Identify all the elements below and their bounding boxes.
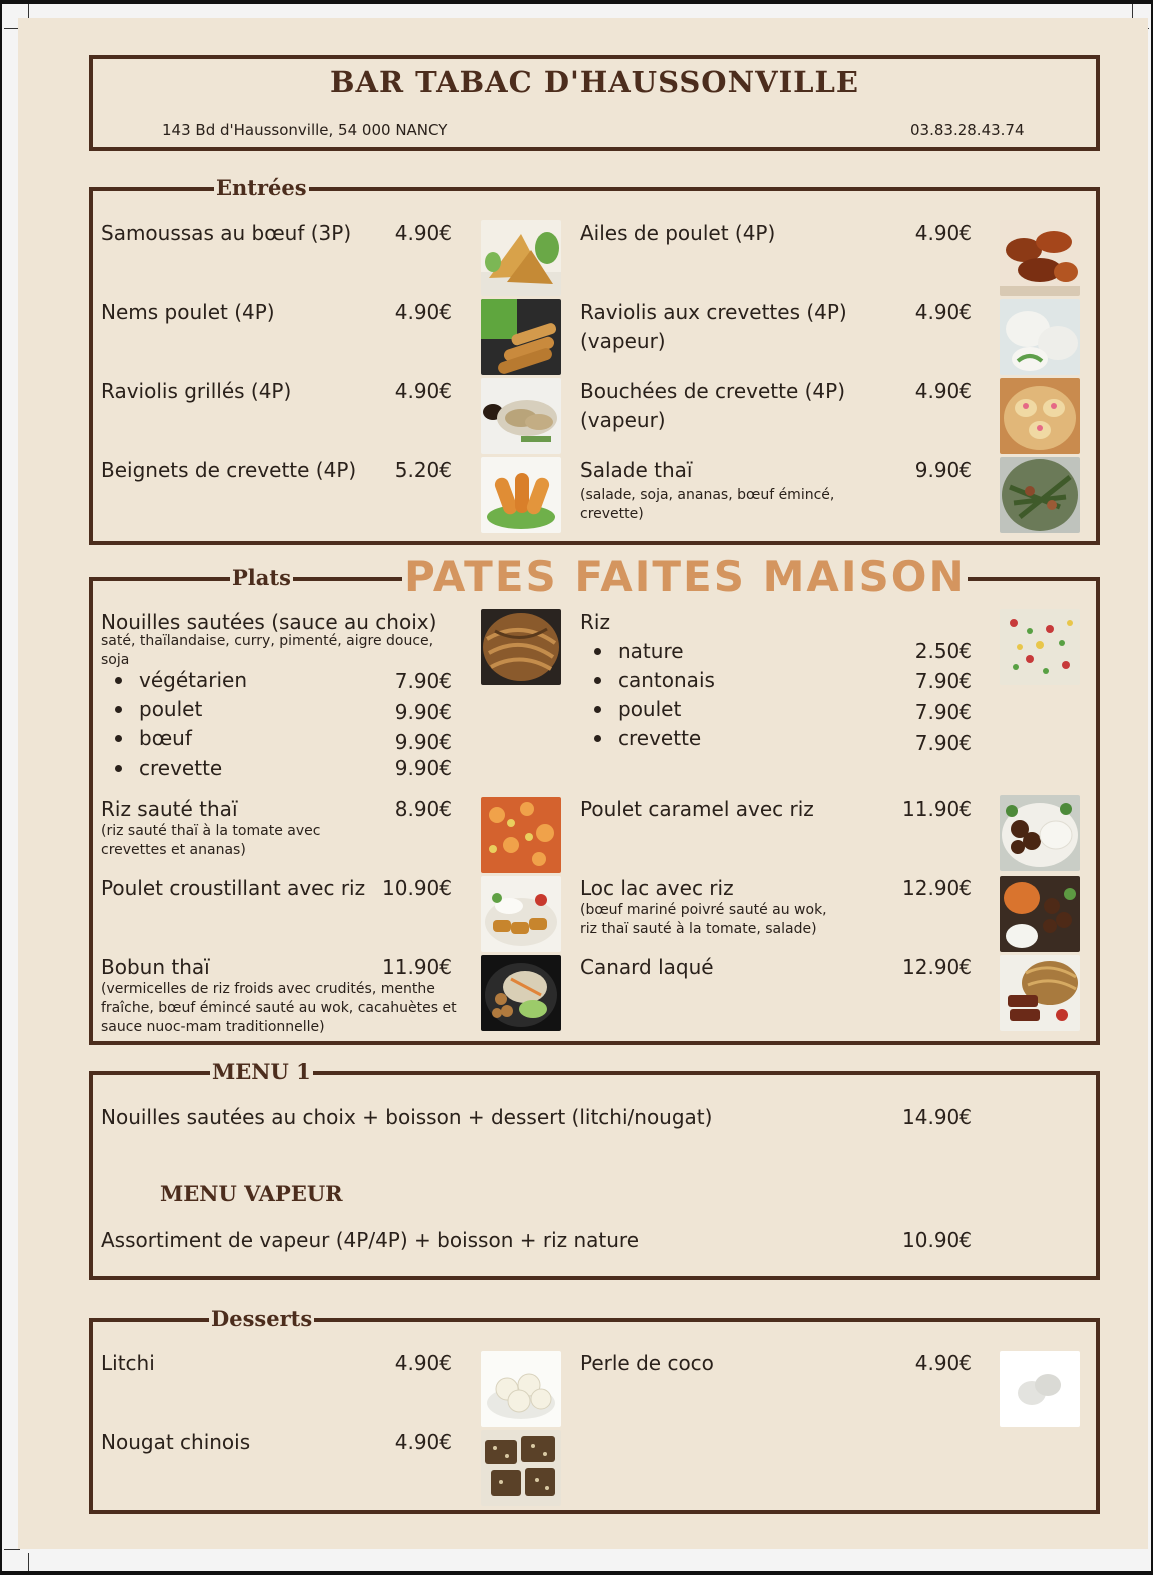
entree-description: (salade, soja, ananas, bœuf émincé, crevette): [580, 487, 835, 522]
menu1-heading: MENU 1: [212, 1059, 311, 1084]
dessert-price: 4.90€: [394, 1430, 452, 1454]
thai-fried-rice-photo: [481, 797, 561, 873]
bullet-icon: [115, 677, 122, 684]
shrimp-fritters-photo: [481, 457, 561, 533]
noodles-option-price: 9.90€: [394, 756, 452, 780]
noodles-option: végétarien: [139, 668, 247, 692]
dish-price: 8.90€: [394, 797, 452, 821]
entree-name: Beignets de crevette (4P): [101, 458, 357, 482]
entree-name: Nems poulet (4P): [101, 300, 275, 324]
entree-name: Samoussas au bœuf (3P): [101, 221, 352, 245]
noodles-photo: [481, 609, 561, 685]
lychee-photo: [481, 1351, 561, 1427]
entree-price: 9.90€: [914, 458, 972, 482]
thai-salad-photo: [1000, 457, 1080, 533]
rice-option-price: 7.90€: [914, 731, 972, 755]
rice-option: cantonais: [618, 668, 715, 692]
dessert-name: Nougat chinois: [101, 1430, 251, 1454]
plats-heading: Plats: [232, 565, 291, 590]
entree-name: Raviolis aux crevettes (4P): [580, 300, 847, 324]
entree-price: 4.90€: [394, 379, 452, 403]
dessert-name: Perle de coco: [580, 1351, 714, 1375]
bullet-icon: [594, 677, 601, 684]
restaurant-phone: 03.83.28.43.74: [910, 121, 1025, 139]
restaurant-address: 143 Bd d'Haussonville, 54 000 NANCY: [162, 121, 448, 139]
spring-rolls-photo: [481, 299, 561, 375]
desserts-heading: Desserts: [211, 1306, 313, 1331]
desserts-section: [89, 1306, 1100, 1514]
bullet-icon: [115, 735, 122, 742]
rice-option-price: 7.90€: [914, 700, 972, 724]
entrees-heading: Entrées: [216, 175, 307, 200]
entree-price: 4.90€: [914, 379, 972, 403]
grilled-dumplings-photo: [481, 378, 561, 454]
crispy-chicken-photo: [481, 876, 561, 952]
entree-name: Bouchées de crevette (4P): [580, 379, 846, 403]
dish-description: (bœuf mariné poivré sauté au wok, riz thaï sauté à la tomate, salade): [580, 902, 827, 937]
caramel-chicken-photo: [1000, 795, 1080, 871]
menu-vapeur-price: 10.90€: [902, 1228, 972, 1252]
entree-price: 4.90€: [394, 300, 452, 324]
shrimp-dumplings-photo: [1000, 299, 1080, 375]
lacquered-duck-photo: [1000, 955, 1080, 1031]
entree-note: (vapeur): [580, 329, 666, 353]
dish-price: 11.90€: [902, 797, 972, 821]
loc-lac-photo: [1000, 876, 1080, 952]
rice-option: nature: [618, 639, 684, 663]
header-box: [89, 55, 1100, 151]
noodles-option-price: 9.90€: [394, 700, 452, 724]
menu1-price: 14.90€: [902, 1105, 972, 1129]
rice-option: poulet: [618, 697, 682, 721]
bullet-icon: [115, 765, 122, 772]
dish-price: 12.90€: [902, 876, 972, 900]
scan-frame-left: [0, 0, 2, 1575]
dish-description: (vermicelles de riz froids avec crudités, menthe fraîche, bœuf émincé sauté au wok, cacahuètes et sauce nuoc-mam traditionnelle): [101, 981, 457, 1035]
dish-name: Poulet croustillant avec riz: [101, 876, 366, 900]
dish-name: Loc lac avec riz: [580, 876, 734, 900]
scan-frame-bottom: [0, 1571, 1153, 1575]
entree-note: (vapeur): [580, 408, 666, 432]
noodles-option: poulet: [139, 697, 203, 721]
entree-price: 4.90€: [394, 221, 452, 245]
rice-option-price: 2.50€: [914, 639, 972, 663]
crop-mark: [4, 1549, 20, 1550]
dessert-name: Litchi: [101, 1351, 155, 1375]
noodles-name: Nouilles sautées (sauce au choix): [101, 610, 437, 634]
dish-price: 12.90€: [902, 955, 972, 979]
rice-name: Riz: [580, 610, 610, 634]
bobun-photo: [481, 955, 561, 1031]
crop-mark: [28, 1553, 29, 1571]
dish-name: Bobun thaï: [101, 955, 210, 979]
noodles-option-price: 9.90€: [394, 730, 452, 754]
menu1-description: Nouilles sautées au choix + boisson + dessert (litchi/nougat): [101, 1105, 713, 1129]
coconut-pearl-photo: [1000, 1351, 1080, 1427]
menu-vapeur-heading: MENU VAPEUR: [160, 1181, 343, 1206]
dish-name: Canard laqué: [580, 955, 714, 979]
entree-name: Salade thaï: [580, 458, 693, 482]
entree-price: 4.90€: [914, 221, 972, 245]
restaurant-title: BAR TABAC D'HAUSSONVILLE: [329, 65, 860, 99]
noodles-option: crevette: [139, 756, 223, 780]
bullet-icon: [115, 706, 122, 713]
bullet-icon: [594, 706, 601, 713]
bullet-icon: [594, 648, 601, 655]
rice-option-price: 7.90€: [914, 669, 972, 693]
dish-price: 11.90€: [382, 955, 452, 979]
dish-price: 10.90€: [382, 876, 452, 900]
dessert-price: 4.90€: [914, 1351, 972, 1375]
entree-name: Ailes de poulet (4P): [580, 221, 776, 245]
noodles-option-price: 7.90€: [394, 669, 452, 693]
bullet-icon: [594, 735, 601, 742]
dish-name: Poulet caramel avec riz: [580, 797, 814, 821]
noodles-option: bœuf: [139, 726, 192, 750]
homemade-pasta-banner: PATES FAITES MAISON: [404, 552, 966, 601]
dish-name: Riz sauté thaï: [101, 797, 238, 821]
chinese-nougat-photo: [481, 1430, 561, 1506]
entree-price: 5.20€: [394, 458, 452, 482]
entree-price: 4.90€: [914, 300, 972, 324]
fried-rice-photo: [1000, 609, 1080, 685]
dish-description: (riz sauté thaï à la tomate avec crevettes et ananas): [101, 823, 321, 858]
siu-mai-photo: [1000, 378, 1080, 454]
entree-name: Raviolis grillés (4P): [101, 379, 292, 403]
chicken-wings-photo: [1000, 220, 1080, 296]
rice-option: crevette: [618, 726, 702, 750]
dessert-price: 4.90€: [394, 1351, 452, 1375]
scan-frame-top: [0, 0, 1153, 4]
noodles-sauces: saté, thaïlandaise, curry, pimenté, aigre douce, soja: [101, 633, 434, 668]
menu-vapeur-description: Assortiment de vapeur (4P/4P) + boisson + riz nature: [101, 1228, 640, 1252]
samosa-photo: [481, 220, 561, 296]
